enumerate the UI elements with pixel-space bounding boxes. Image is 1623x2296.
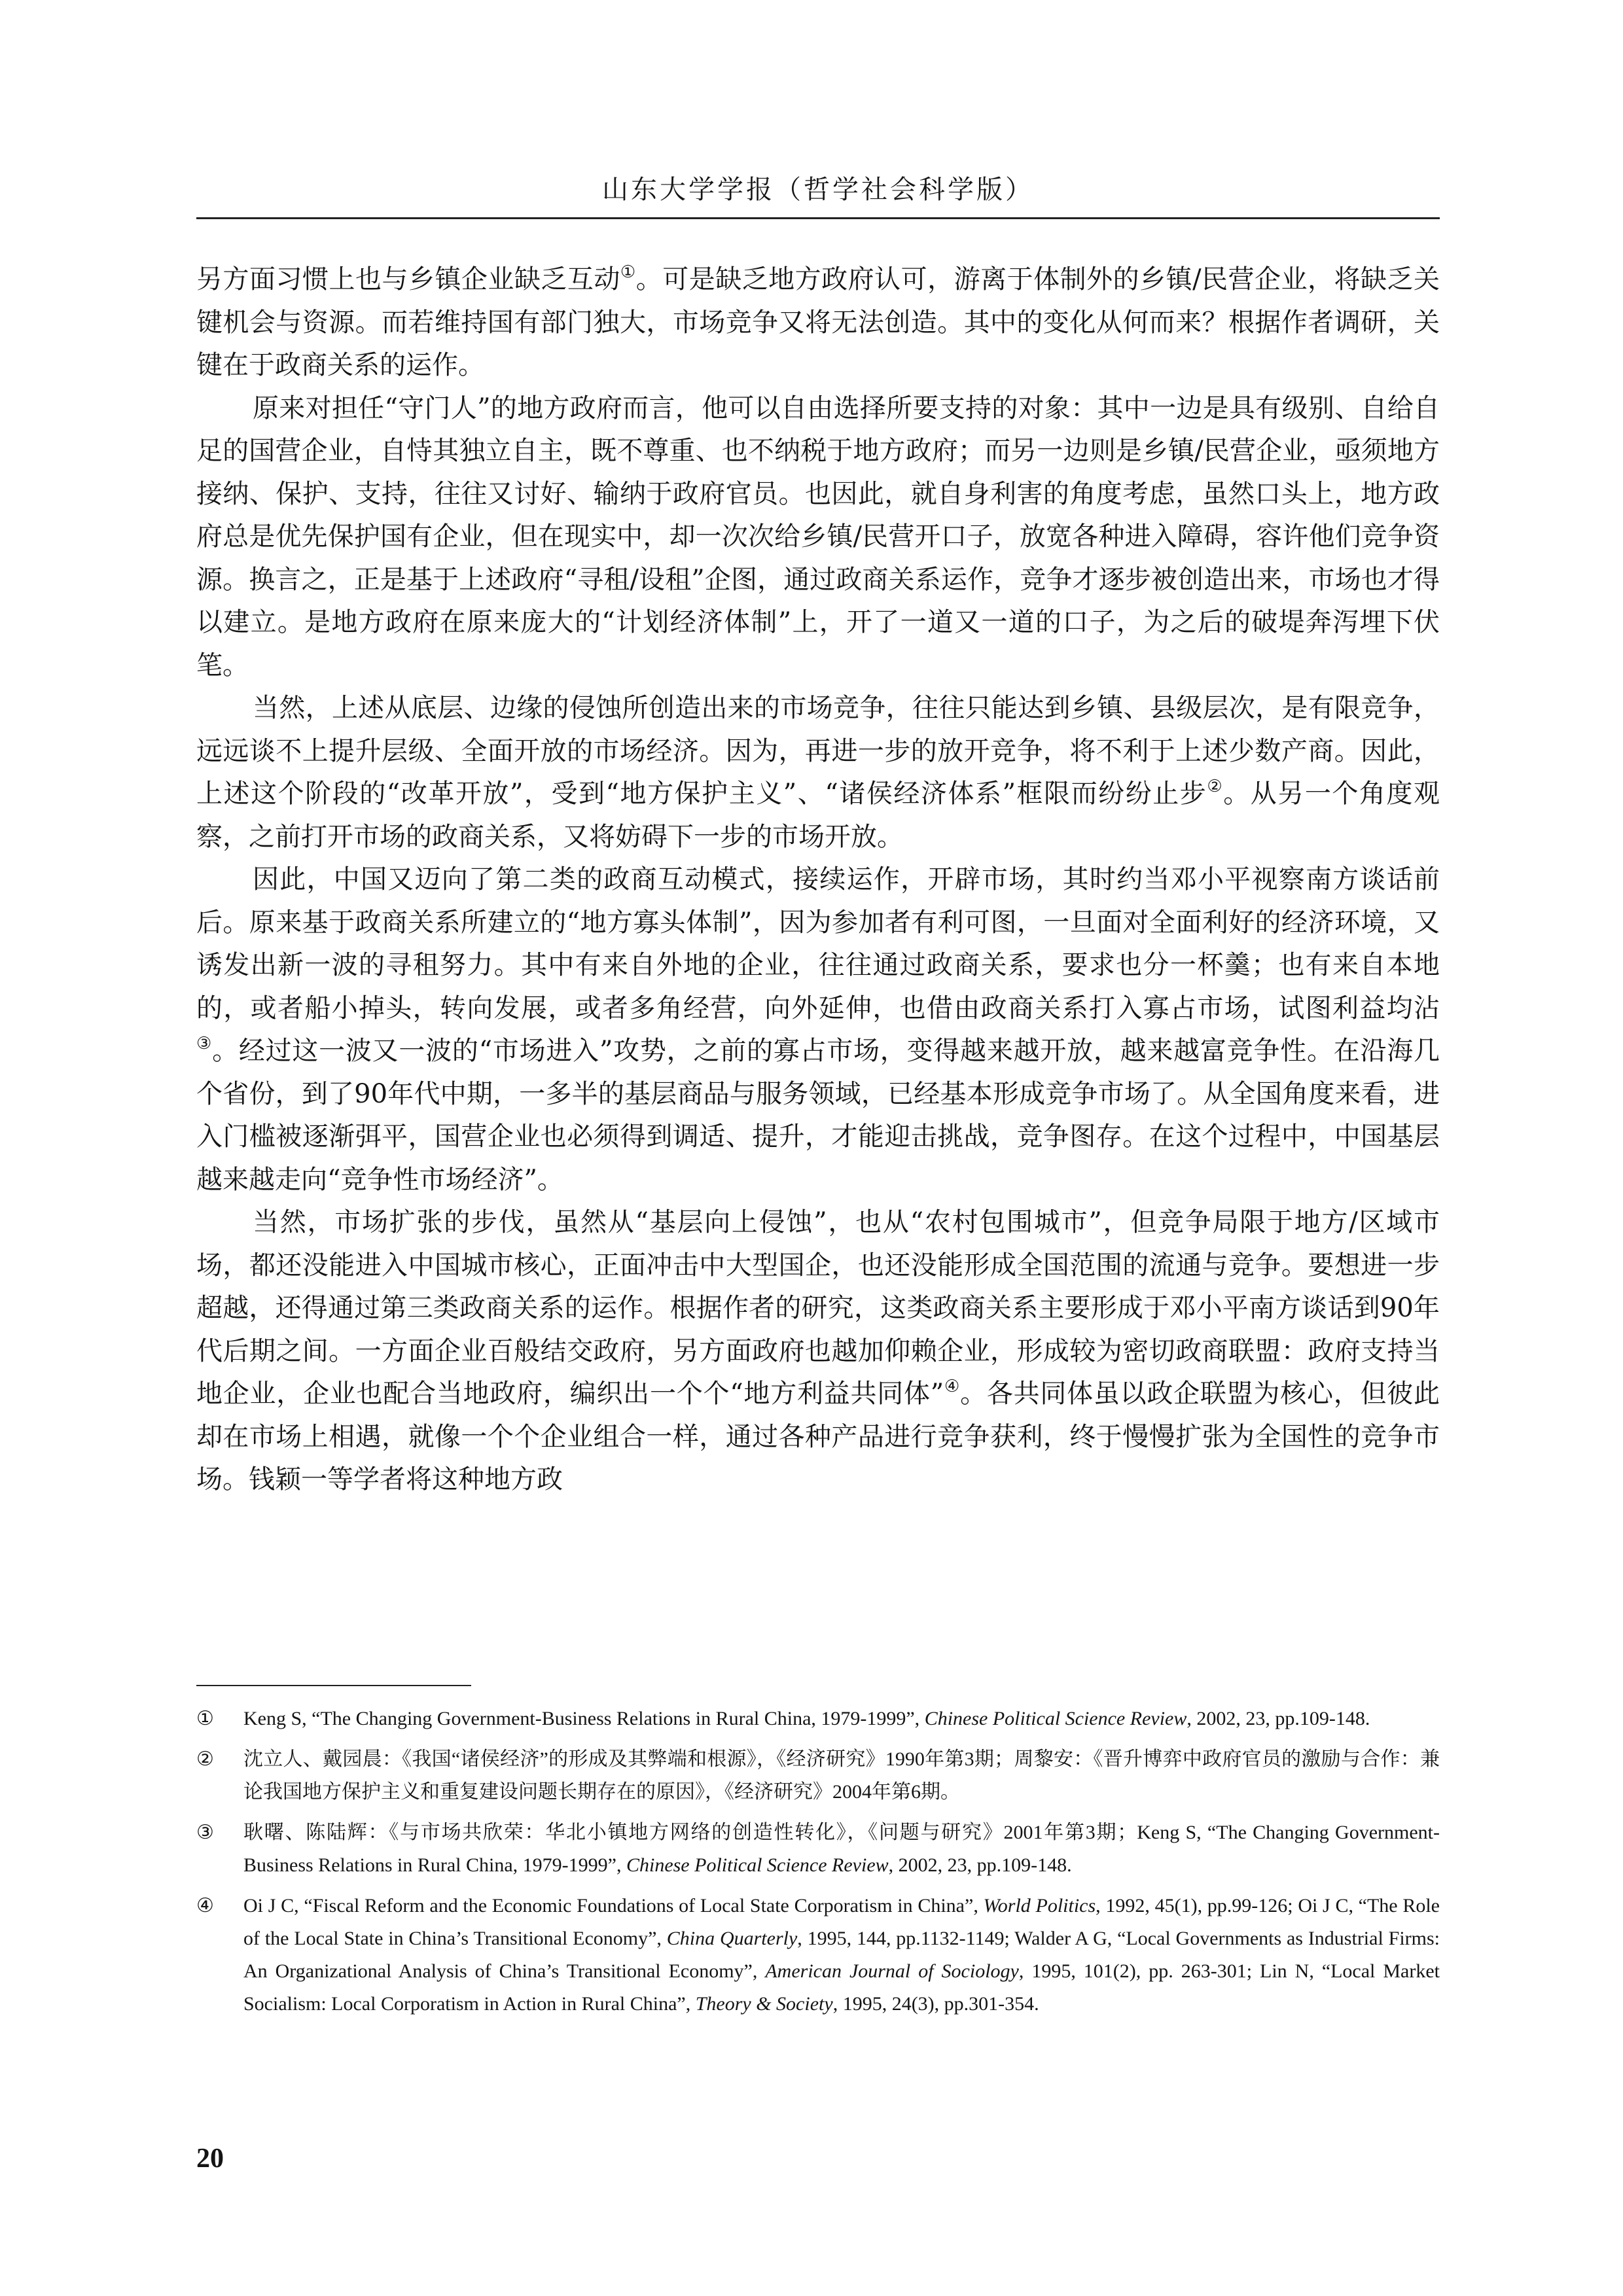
paragraph-5 <box>196 1201 1440 1502</box>
footnote-text: , 1992, 45(1), pp.99-126; Oi J C, “The Role of the Local State in China’s Transitional Economy”, <box>243 1895 1440 1949</box>
paragraph-text: 。各共同体虽以政企联盟为核心，但彼此却在市场上相遇，就像一个个企业组合一样，通过各种产品进行竞争获利，终于慢慢扩张为全国性的竞争市场。钱颖一等学者将这种地方政 <box>196 1379 1440 1494</box>
footnote-4 <box>196 1890 1440 2021</box>
footnote-text: Oi J C, “Fiscal Reform and the Economic Foundations of Local State Corporatism in China”, <box>243 1895 984 1916</box>
body-text <box>196 258 1440 1502</box>
footnote-text: , 1995, 101(2), pp. 263-301; Lin N, “Local Market Socialism: Local Corporatism in Action in Rural China”, <box>243 1960 1440 2015</box>
footnote-2 <box>196 1743 1440 1809</box>
paragraph-text: 。可是缺乏地方政府认可，游离于体制外的乡镇/民营企业，将缺乏关键机会与资源。而若维持国有部门独大，市场竞争又将无法创造。其中的变化从何而来？根据作者调研，关键在于政商关系的运作。 <box>196 264 1440 380</box>
paragraph-1 <box>196 258 1440 387</box>
journal-name: World Politics <box>983 1895 1096 1916</box>
running-header: 山东大学学报（哲学社会科学版） <box>602 175 1034 205</box>
footnote-ref-3[interactable]: ③ <box>196 1034 213 1053</box>
journal-name: China Quarterly <box>666 1928 798 1949</box>
paragraph-text: 当然，上述从底层、边缘的侵蚀所创造出来的市场竞争，往往只能达到乡镇、县级层次，是有限竞争，远远谈不上提升层级、全面开放的市场经济。因为，再进一步的放开竞争，将不利于上述少数产商。因此，上述这个阶段的“改革开放”，受到“地方保护主义”、“诸侯经济体系”框限而纷纷止步 <box>196 693 1440 809</box>
paragraph-text: 。经过这一波又一波的“市场进入”攻势，之前的寡占市场，变得越来越开放，越来越富竞争性。在沿海几个省份，到了90年代中期，一多半的基层商品与服务领域，已经基本形成竞争市场了。从全国角度来看，进入门槛被逐渐弭平，国营企业也必须得到调适、提升，才能迎击挑战，竞争图存。在这个过程中，中国基层越来越走向“竞争性市场经济”。 <box>196 1036 1440 1195</box>
paragraph-text: 另方面习惯上也与乡镇企业缺乏互动 <box>196 264 620 294</box>
paragraph-text: 因此，中国又迈向了第二类的政商互动模式，接续运作，开辟市场，其时约当邓小平视察南方谈话前后。原来基于政商关系所建立的“地方寡头体制”，因为参加者有利可图，一旦面对全面利好的经济环境，又诱发出新一波的寻租努力。其中有来自外地的企业，往往通过政商关系，要求也分一杯羹；也有来自本地的，或者船小掉头，转向发展，或者多角经营，向外延伸，也借由政商关系打入寡占市场，试图利益均沾 <box>196 864 1440 1023</box>
paragraph-3 <box>196 687 1440 858</box>
footnote-text: , 2002, 23, pp.109-148. <box>888 1854 1072 1876</box>
footnote-ref-1[interactable]: ① <box>620 262 636 282</box>
journal-name: Chinese Political Science Review <box>924 1708 1187 1729</box>
page-number: 20 <box>196 2144 224 2174</box>
footnotes <box>196 1703 1440 2028</box>
paragraph-text: 。从另一个角度观察，之前打开市场的政商关系，又将妨碍下一步的市场开放。 <box>196 779 1440 852</box>
footnote-ref-2[interactable]: ② <box>1207 777 1224 796</box>
footnote-rule <box>196 1685 471 1686</box>
footnote-text: 耿曙、陈陆辉：《与市场共欣荣：华北小镇地方网络的创造性转化》，《问题与研究》2001年第3期；Keng S, “The Changing Government-Business Relations in Rural China, 1979-1999”, <box>243 1822 1440 1876</box>
paragraph-2 <box>196 387 1440 688</box>
paragraph-4 <box>196 858 1440 1201</box>
footnote-mark: ① <box>196 1707 214 1730</box>
footnote-text: 沈立人、戴园晨：《我国“诸侯经济”的形成及其弊端和根源》，《经济研究》1990年第3期；周黎安：《晋升博弈中政府官员的激励与合作：兼论我国地方保护主义和重复建设问题长期存在的原因》，《经济研究》2004年第6期。 <box>243 1748 1440 1803</box>
footnote-text: , 2002, 23, pp.109-148. <box>1186 1708 1370 1729</box>
footnote-ref-4[interactable]: ④ <box>944 1377 961 1396</box>
journal-name: Theory & Society <box>695 1993 833 2015</box>
journal-name: American Journal of Sociology <box>765 1960 1019 1982</box>
footnote-mark: ② <box>196 1748 214 1771</box>
footnote-mark: ④ <box>196 1894 214 1917</box>
journal-name: Chinese Political Science Review <box>626 1854 889 1876</box>
header-rule <box>196 217 1440 219</box>
footnote-text: , 1995, 24(3), pp.301-354. <box>832 1993 1039 2015</box>
footnote-mark: ③ <box>196 1821 214 1844</box>
paragraph-text: 当然，市场扩张的步伐，虽然从“基层向上侵蚀”，也从“农村包围城市”，但竞争局限于地方/区域市场，都还没能进入中国城市核心，正面冲击中大型国企，也还没能形成全国范围的流通与竞争。要想进一步超越，还得通过第三类政商关系的运作。根据作者的研究，这类政商关系主要形成于邓小平南方谈话到90年代后期之间。一方面企业百般结交政府，另方面政府也越加仰赖企业，形成较为密切政商联盟：政府支持当地企业，企业也配合当地政府，编织出一个个“地方利益共同体” <box>196 1207 1440 1409</box>
footnote-text: , 1995, 144, pp.1132-1149; Walder A G, “Local Governments as Industrial Firms: An Organizational Analysis of China’s Transitional Economy”, <box>243 1928 1440 1982</box>
footnote-3 <box>196 1816 1440 1882</box>
footnote-1 <box>196 1703 1440 1735</box>
footnote-text: Keng S, “The Changing Government-Business Relations in Rural China, 1979-1999”, <box>243 1708 925 1729</box>
paragraph-text: 原来对担任“守门人”的地方政府而言，他可以自由选择所要支持的对象：其中一边是具有级别、自给自足的国营企业，自恃其独立自主，既不尊重、也不纳税于地方政府；而另一边则是乡镇/民营企业，亟须地方接纳、保护、支持，往往又讨好、输纳于政府官员。也因此，就自身利害的角度考虑，虽然口头上，地方政府总是优先保护国有企业，但在现实中，却一次次给乡镇/民营开口子，放宽各种进入障碍，容许他们竞争资源。换言之，正是基于上述政府“寻租/设租”企图，通过政商关系运作，竞争才逐步被创造出来，市场也才得以建立。是地方政府在原来庞大的“计划经济体制”上，开了一道又一道的口子，为之后的破堤奔泻埋下伏笔。 <box>196 393 1440 680</box>
